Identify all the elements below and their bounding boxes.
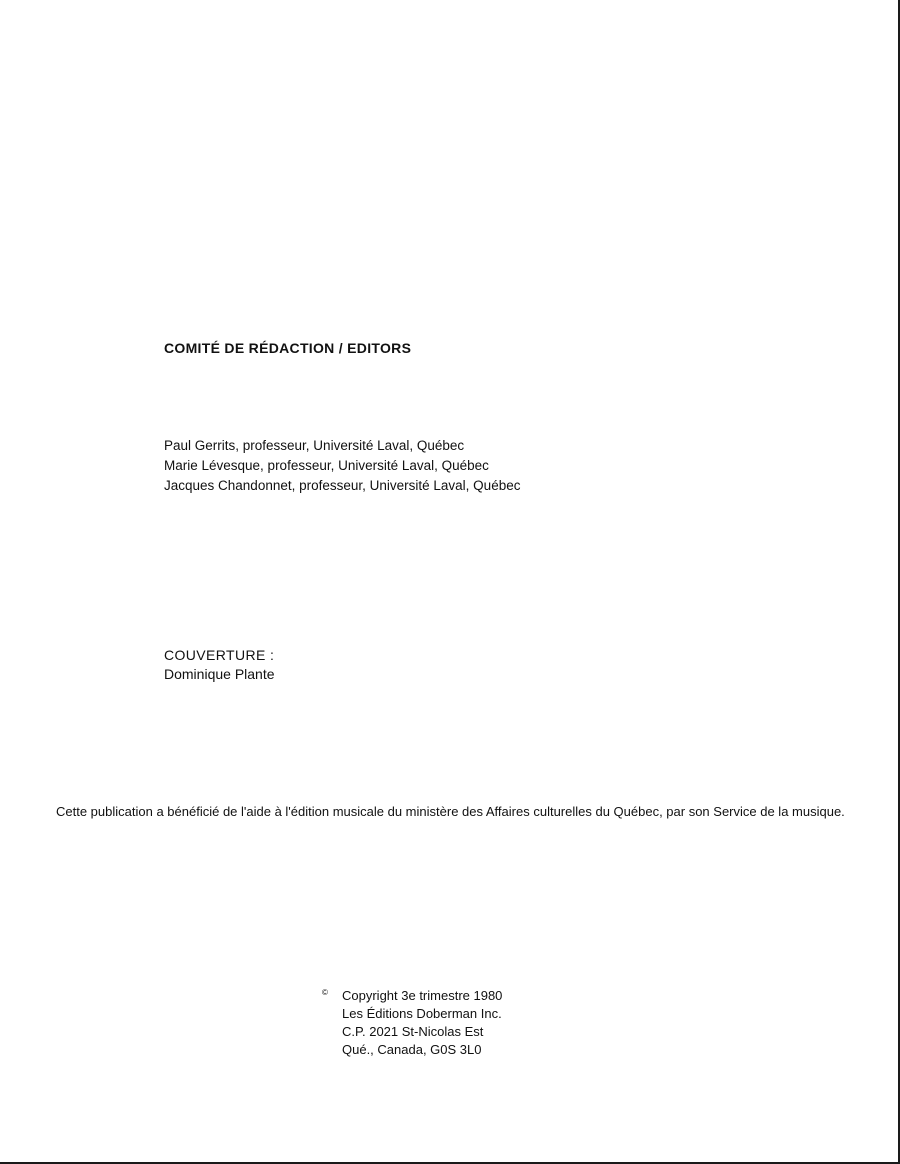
- editors-heading: COMITÉ DE RÉDACTION / EDITORS: [164, 340, 412, 356]
- editor-member: Paul Gerrits, professeur, Université Laval, Québec: [164, 438, 465, 453]
- copyright-block: [322, 987, 502, 1059]
- copyright-line: Copyright 3e trimestre 1980: [342, 988, 503, 1003]
- copyright-line: C.P. 2021 St-Nicolas Est: [342, 1024, 484, 1039]
- cover-artist: Dominique Plante: [164, 666, 275, 682]
- editor-member: Marie Lévesque, professeur, Université Laval, Québec: [164, 458, 489, 473]
- cover-credit: [164, 646, 275, 684]
- copyright-symbol: ©: [322, 988, 328, 997]
- funding-note: Cette publication a bénéficié de l'aide à l'édition musicale du ministère des Affaires culturelles du Québec, par son Service de la musique.: [56, 804, 845, 819]
- copyright-line: Les Éditions Doberman Inc.: [342, 1006, 502, 1021]
- cover-label: COUVERTURE :: [164, 647, 275, 663]
- editors-list: [164, 436, 520, 496]
- copyright-line: Qué., Canada, G0S 3L0: [342, 1042, 482, 1057]
- editor-member: Jacques Chandonnet, professeur, Université Laval, Québec: [164, 478, 521, 493]
